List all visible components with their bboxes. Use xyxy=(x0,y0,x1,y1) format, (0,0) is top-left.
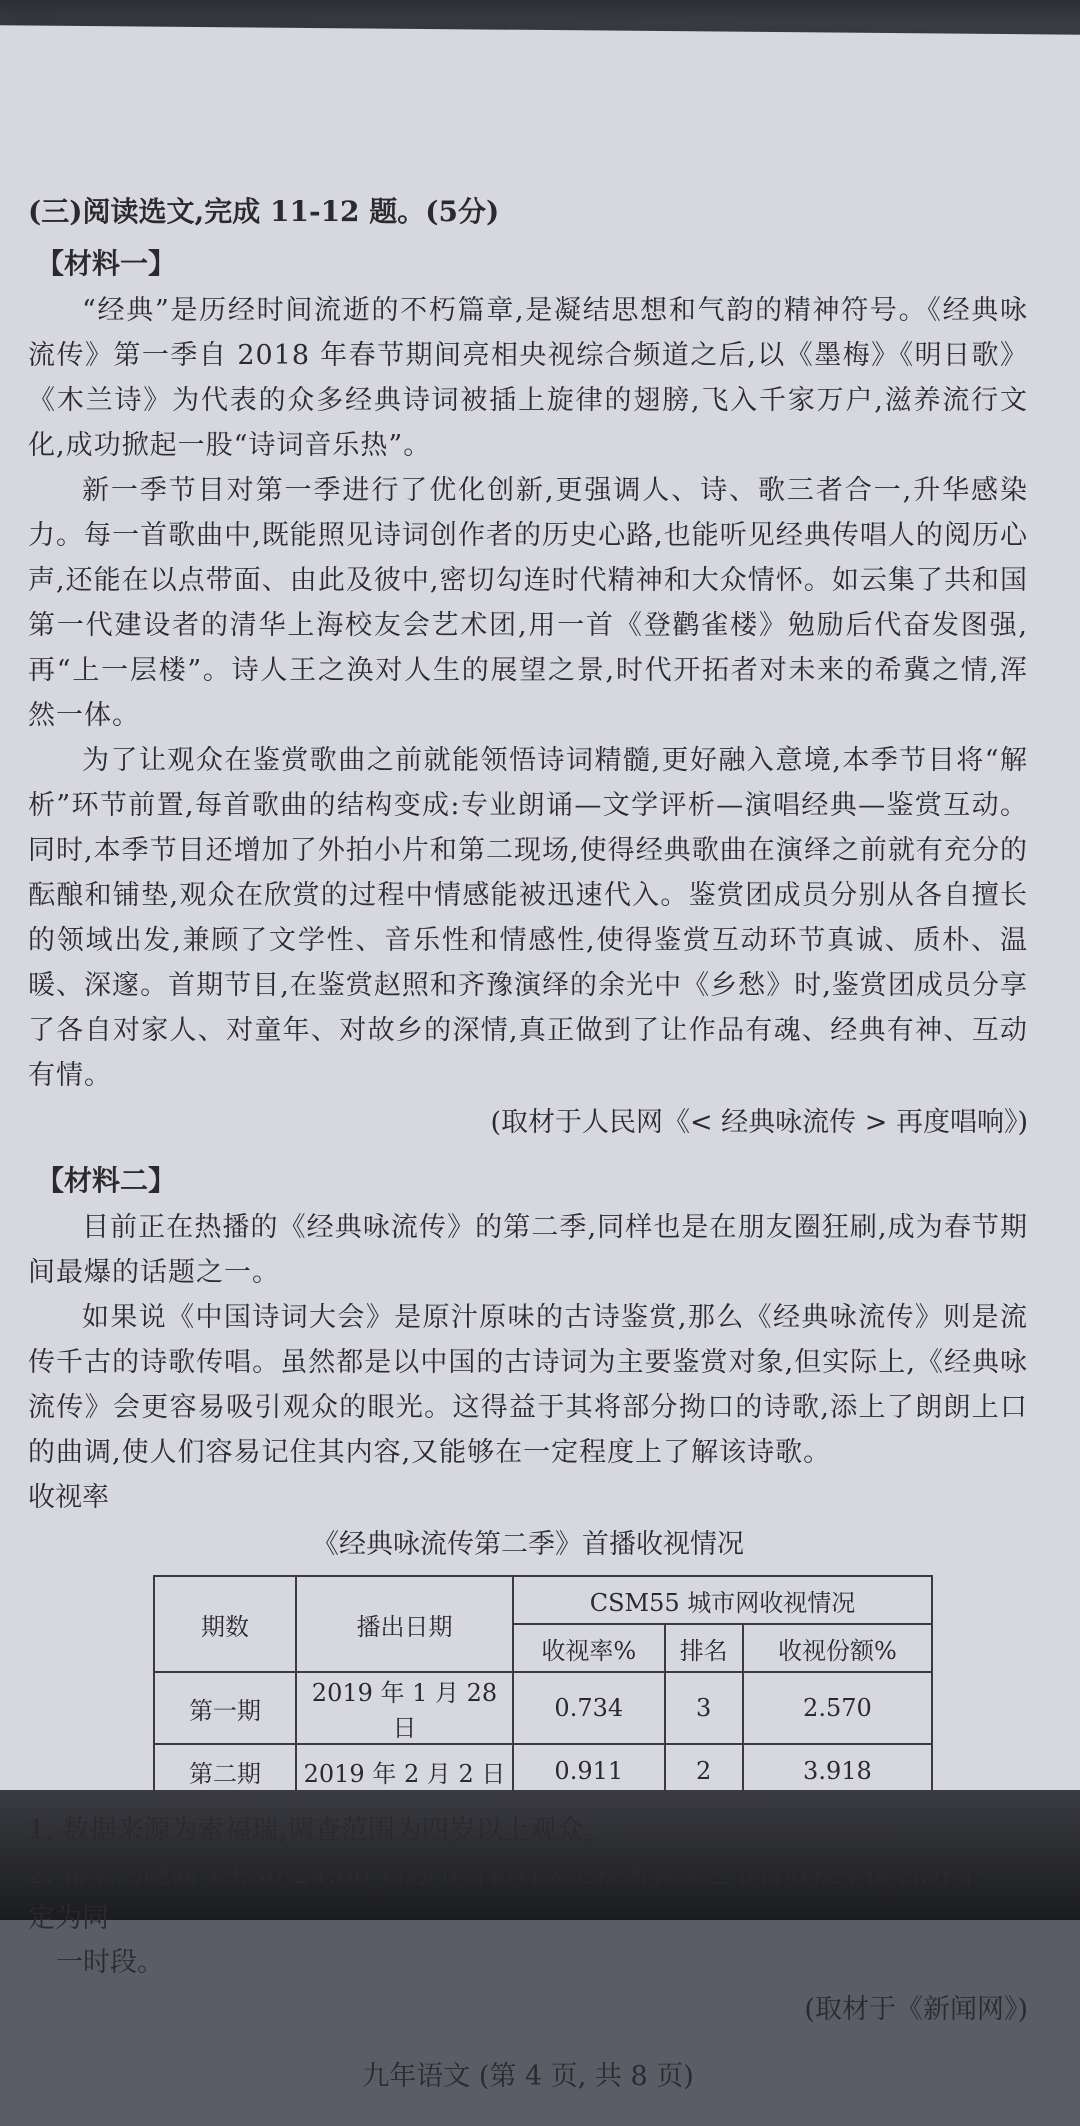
material-one-paragraph: “经典”是历经时间流逝的不朽篇章,是凝结思想和气韵的精神符号。《经典咏流传》第一季自 2018 年春节期间亮相央视综合频道之后,以《墨梅》《明日歌》《木兰诗》为代表的众多经典诗词被插上旋律的翅膀,飞入千家万户,滋养流行文化,成功掀起一股“诗词音乐热”。 xyxy=(28,295,1028,461)
cell-episode: 第一期 xyxy=(154,1672,296,1744)
cell-episode: 第二期 xyxy=(154,1744,296,1798)
cell-rank: 2 xyxy=(665,1744,743,1798)
material-two-source: (取材于《新闻网》) xyxy=(804,1994,1028,2025)
page-footer: 九年语文 (第 4 页, 共 8 页) xyxy=(362,2061,694,2092)
page-content xyxy=(28,190,1028,2126)
header-episode: 期数 xyxy=(154,1576,296,1672)
cell-rank: 3 xyxy=(665,1672,743,1744)
header-date: 播出日期 xyxy=(296,1576,513,1672)
material-one-paragraph: 新一季节目对第一季进行了优化创新,更强调人、诗、歌三者合一,升华感染力。每一首歌曲中,既能照见诗词创作者的历史心路,也能听见经典传唱人的阅历心声,还能在以点带面、由此及彼中,密切勾连时代精神和大众情怀。如云集了共和国第一代建设者的清华上海校友会艺术团,用一首《登鹳雀楼》勉励后代奋发图强,再“上一层楼”。诗人王之涣对人生的展望之景,时代开拓者对未来的希冀之情,浑然一体。 xyxy=(28,475,1028,731)
table-note: 一时段。 xyxy=(56,1947,164,1978)
material-one-label: 【材料一】 xyxy=(36,247,177,280)
cell-rating: 0.734 xyxy=(513,1672,665,1744)
header-group: CSM55 城市网收视情况 xyxy=(513,1576,932,1624)
table-note: 2. 排名为晚间 19:30-24:00 自办节目和省级卫视所有综艺节目收视率排名,并不一定为同 xyxy=(28,1859,1009,1934)
material-one-paragraph: 为了让观众在鉴赏歌曲之前就能领悟诗词精髓,更好融入意境,本季节目将“解析”环节前置,每首歌曲的结构变成:专业朗诵—文学评析—演唱经典—鉴赏互动。同时,本季节目还增加了外拍小片和第二现场,使得经典歌曲在演绎之前就有充分的酝酿和铺垫,观众在欣赏的过程中情感能被迅速代入。鉴赏团成员分别从各自擅长的领域出发,兼顾了文学性、音乐性和情感性,使得鉴赏互动环节真诚、质朴、温暖、深邃。首期节目,在鉴赏赵照和齐豫演绎的余光中《乡愁》时,鉴赏团成员分享了各自对家人、对童年、对故乡的深情,真正做到了让作品有魂、经典有神、互动有情。 xyxy=(28,745,1028,1091)
table-note: 1. 数据来源为索福瑞,调查范围为四岁以上观众。 xyxy=(28,1815,611,1846)
material-two-label: 【材料二】 xyxy=(36,1164,177,1197)
cell-share: 2.570 xyxy=(743,1672,932,1744)
cell-date: 2019 年 2 月 2 日 xyxy=(296,1744,513,1798)
ratings-label: 收视率 xyxy=(28,1482,109,1513)
cell-date: 2019 年 1 月 28 日 xyxy=(296,1672,513,1744)
header-rating: 收视率% xyxy=(513,1624,665,1672)
header-rank: 排名 xyxy=(665,1624,743,1672)
table-row xyxy=(154,1744,932,1798)
table-row xyxy=(154,1672,932,1744)
material-two-paragraph: 如果说《中国诗词大会》是原汁原味的古诗鉴赏,那么《经典咏流传》则是流传千古的诗歌传唱。虽然都是以中国的古诗词为主要鉴赏对象,但实际上,《经典咏流传》会更容易吸引观众的眼光。这得益于其将部分拗口的诗歌,添上了朗朗上口的曲调,使人们容易记住其内容,又能够在一定程度上了解该诗歌。 xyxy=(28,1302,1028,1468)
cell-rating: 0.911 xyxy=(513,1744,665,1798)
ratings-table xyxy=(153,1575,933,1799)
material-two-paragraph: 目前正在热播的《经典咏流传》的第二季,同样也是在朋友圈狂刷,成为春节期间最爆的话题之一。 xyxy=(28,1212,1028,1288)
cell-share: 3.918 xyxy=(743,1744,932,1798)
header-share: 收视份额% xyxy=(743,1624,932,1672)
material-one-source: (取材于人民网《< 经典咏流传 > 再度唱响》) xyxy=(490,1107,1028,1138)
table-title: 《经典咏流传第二季》首播收视情况 xyxy=(312,1529,744,1560)
section-title: (三)阅读选文,完成 11-12 题。(5分) xyxy=(28,195,500,228)
